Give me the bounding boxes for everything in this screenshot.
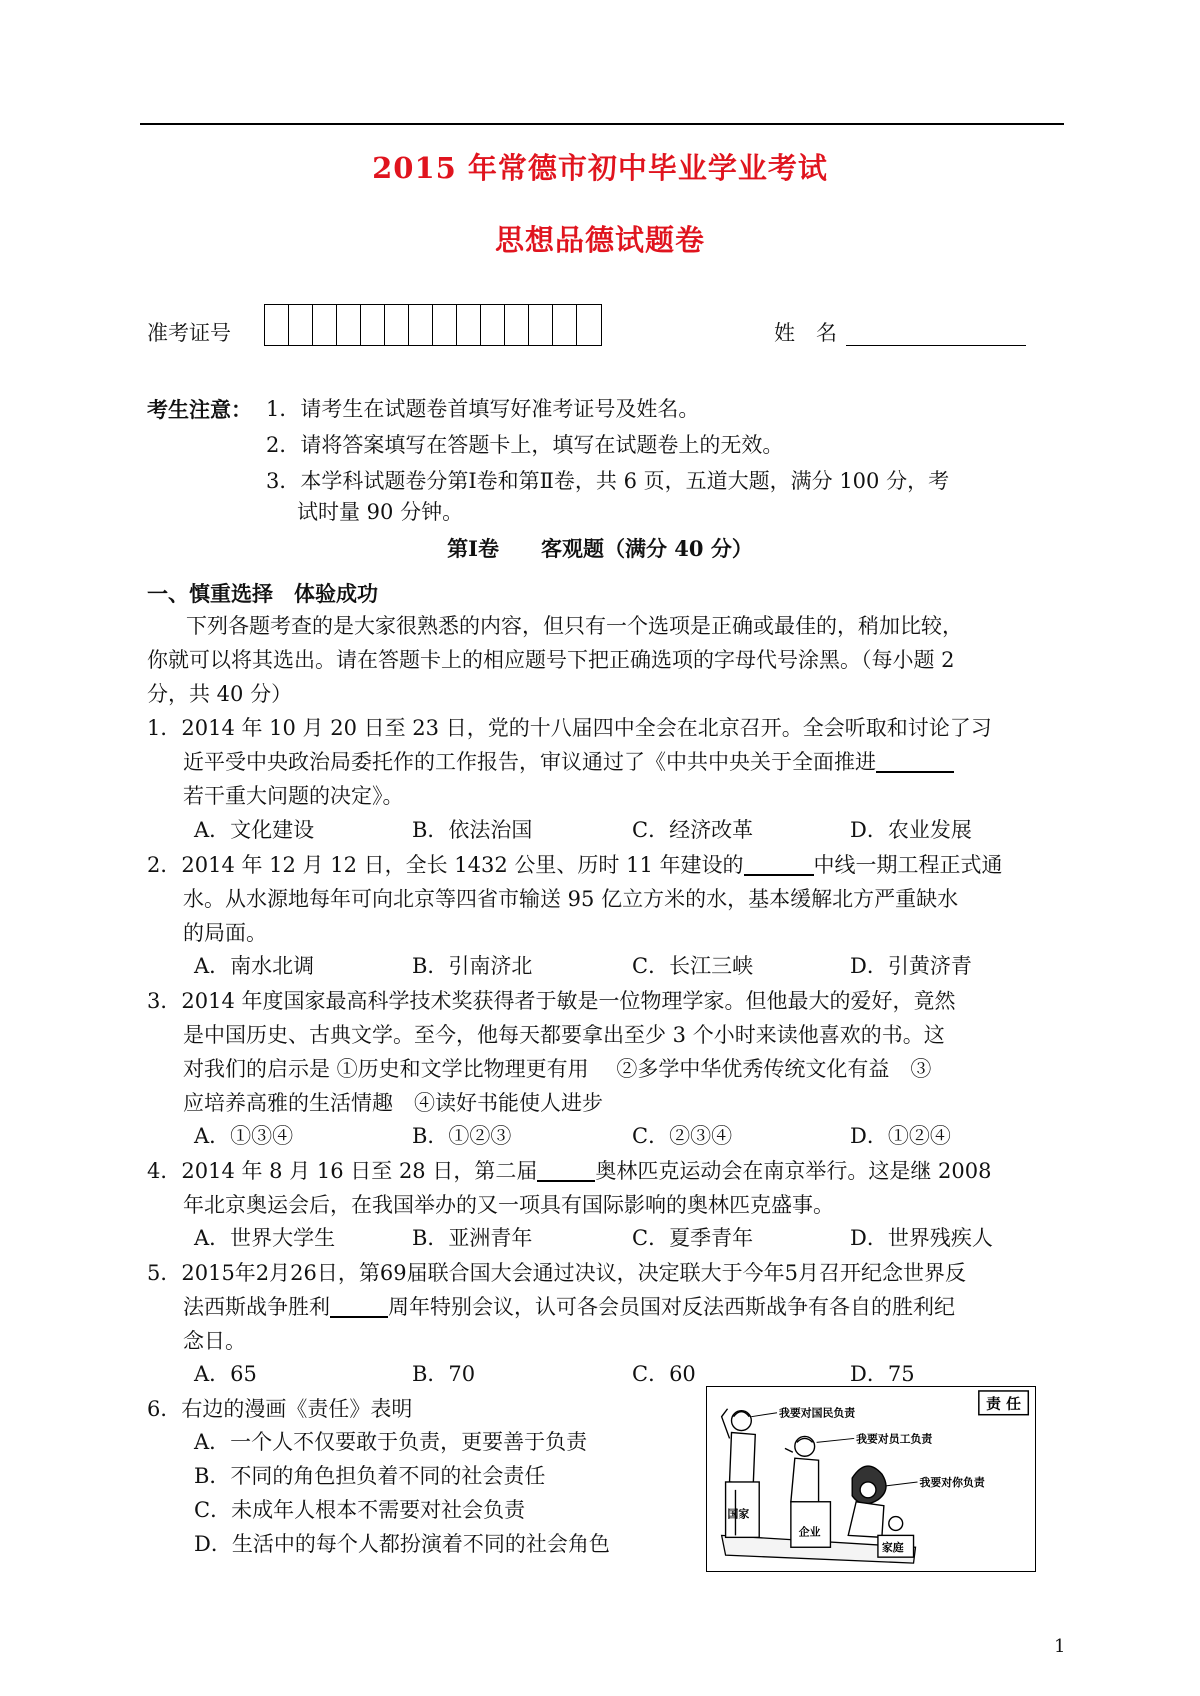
question-1-option-c: C．经济改革 [632, 818, 754, 842]
admission-number-cell[interactable] [361, 305, 385, 345]
question-2-option-d: D．引黄济青 [850, 954, 972, 978]
admission-number-cell[interactable] [337, 305, 361, 345]
admission-number-cell[interactable] [577, 305, 601, 345]
question-4-option-b: B．亚洲青年 [412, 1226, 533, 1250]
question-2-line: 的局面。 [183, 921, 267, 945]
exam-subtitle: 思想品德试题卷 [494, 223, 705, 257]
family-label: 家庭 [881, 1541, 904, 1555]
notice-label: 考生注意： [147, 397, 252, 422]
question-1-option-d: D．农业发展 [850, 818, 972, 842]
admission-number-cell[interactable] [289, 305, 313, 345]
page-number: 1 [1054, 1636, 1066, 1657]
question-3-line: 是中国历史、古典文学。至今，他每天都要拿出至少 3 个小时来读他喜欢的书。这 [183, 1023, 945, 1047]
question-2-line: 2．2014 年 12 月 12 日，全长 1432 公里、历时 11 年建设的 中线一期工程正式通 [147, 848, 1003, 882]
notice-item: 1．请考生在试题卷首填写好准考证号及姓名。 [266, 397, 700, 421]
cartoon-title: 责 任 [986, 1395, 1021, 1413]
notice-item: 试时量 90 分钟。 [297, 500, 464, 524]
notice-item: 3．本学科试题卷分第Ⅰ卷和第Ⅱ卷，共 6 页，五道大题，满分 100 分，考 [266, 469, 950, 493]
name-label: 姓 名 [774, 321, 837, 345]
question-3-option-c: C．②③④ [632, 1124, 733, 1148]
question-6-option-a: A．一个人不仅要敢于负责，更要善于负责 [194, 1430, 588, 1454]
cartoon-illustration [707, 1387, 1035, 1571]
speech-family: 我要对你负责 [919, 1475, 985, 1489]
admission-number-boxes[interactable] [264, 304, 602, 346]
question-5-line: 法西斯战争胜利 周年特别会议，认可各会员国对反法西斯战争有各自的胜利纪 [183, 1290, 955, 1324]
question-5-option-d: D．75 [850, 1362, 915, 1386]
question-3-line: 应培养高雅的生活情趣 ④读好书能使人进步 [183, 1091, 603, 1115]
admission-number-cell[interactable] [529, 305, 553, 345]
question-6-option-c: C．未成年人根本不需要对社会负责 [194, 1498, 526, 1522]
question-5-option-b: B．70 [412, 1362, 476, 1386]
speech-nation: 我要对国民负责 [779, 1406, 856, 1420]
question-1-line: 若干重大问题的决定》。 [183, 784, 404, 808]
admission-number-cell[interactable] [313, 305, 337, 345]
top-rule [140, 123, 1064, 125]
question-4-option-a: A．世界大学生 [194, 1226, 336, 1250]
admission-number-cell[interactable] [481, 305, 505, 345]
admission-number-label: 准考证号 [147, 321, 231, 345]
admission-number-cell[interactable] [409, 305, 433, 345]
answer-blank [876, 747, 954, 773]
question-5-line: 5．2015年2月26日，第69届联合国大会通过决议，决定联大于今年5月召开纪念世界反 [147, 1261, 966, 1285]
question-4-line: 年北京奥运会后，在我国举办的又一项具有国际影响的奥林匹克盛事。 [183, 1193, 834, 1217]
question-1-option-a: A．文化建设 [194, 818, 315, 842]
question-6-option-d: D．生活中的每个人都扮演着不同的社会角色 [194, 1532, 610, 1556]
instructions-line: 分，共 40 分） [147, 682, 293, 706]
instructions-line: 下列各题考查的是大家很熟悉的内容，但只有一个选项是正确或最佳的，稍加比较， [186, 614, 963, 638]
nation-label: 国家 [727, 1507, 750, 1521]
name-field-line[interactable] [846, 345, 1026, 346]
instructions-line: 你就可以将其选出。请在答题卡上的相应题号下把正确选项的字母代号涂黑。（每小题 2 [147, 648, 955, 672]
exam-title: 2015 年常德市初中毕业学业考试 [372, 151, 828, 185]
admission-number-cell[interactable] [553, 305, 577, 345]
question-3-line: 3．2014 年度国家最高科学技术奖获得者于敏是一位物理学家。但他最大的爱好，竟然 [147, 989, 956, 1013]
section-title: 第Ⅰ卷 客观题（满分 40 分） [447, 536, 753, 561]
question-5-line: 念日。 [183, 1329, 246, 1353]
part-title: 一、慎重选择 体验成功 [147, 581, 378, 606]
admission-number-cell[interactable] [457, 305, 481, 345]
question-6-option-b: B．不同的角色担负着不同的社会责任 [194, 1464, 546, 1488]
question-5-option-c: C．60 [632, 1362, 696, 1386]
question-3-option-a: A．①③④ [194, 1124, 294, 1148]
responsibility-cartoon [706, 1386, 1036, 1572]
notice-item: 2．请将答案填写在答题卡上，填写在试题卷上的无效。 [266, 433, 784, 457]
question-2-option-b: B．引南济北 [412, 954, 533, 978]
answer-blank [744, 850, 814, 876]
question-2-line: 水。从水源地每年可向北京等四省市输送 95 亿立方米的水，基本缓解北方严重缺水 [183, 887, 959, 911]
question-3-option-b: B．①②③ [412, 1124, 512, 1148]
question-1-line: 近平受中央政治局委托作的工作报告，审议通过了《中共中央关于全面推进 [183, 745, 954, 779]
answer-blank [330, 1292, 388, 1318]
question-4-line: 4．2014 年 8 月 16 日至 28 日，第二届 奥林匹克运动会在南京举行。这是继 2008 [147, 1154, 991, 1188]
question-3-option-d: D．①②④ [850, 1124, 951, 1148]
admission-number-cell[interactable] [385, 305, 409, 345]
question-4-option-c: C．夏季青年 [632, 1226, 754, 1250]
answer-blank [537, 1156, 595, 1182]
question-6-line: 6．右边的漫画《责任》表明 [147, 1397, 413, 1421]
enterprise-label: 企业 [798, 1525, 821, 1539]
question-3-line: 对我们的启示是 ①历史和文学比物理更有用 ②多学中华优秀传统文化有益 ③ [183, 1057, 932, 1081]
question-5-option-a: A．65 [194, 1362, 257, 1386]
question-2-option-a: A．南水北调 [194, 954, 315, 978]
admission-number-cell[interactable] [433, 305, 457, 345]
admission-number-cell[interactable] [265, 305, 289, 345]
question-1-option-b: B．依法治国 [412, 818, 533, 842]
admission-number-cell[interactable] [505, 305, 529, 345]
question-1-line: 1．2014 年 10 月 20 日至 23 日，党的十八届四中全会在北京召开。全会听取和讨论了习 [147, 716, 992, 740]
question-4-option-d: D．世界残疾人 [850, 1226, 993, 1250]
question-2-option-c: C．长江三峡 [632, 954, 754, 978]
speech-enterprise: 我要对员工负责 [856, 1432, 933, 1446]
